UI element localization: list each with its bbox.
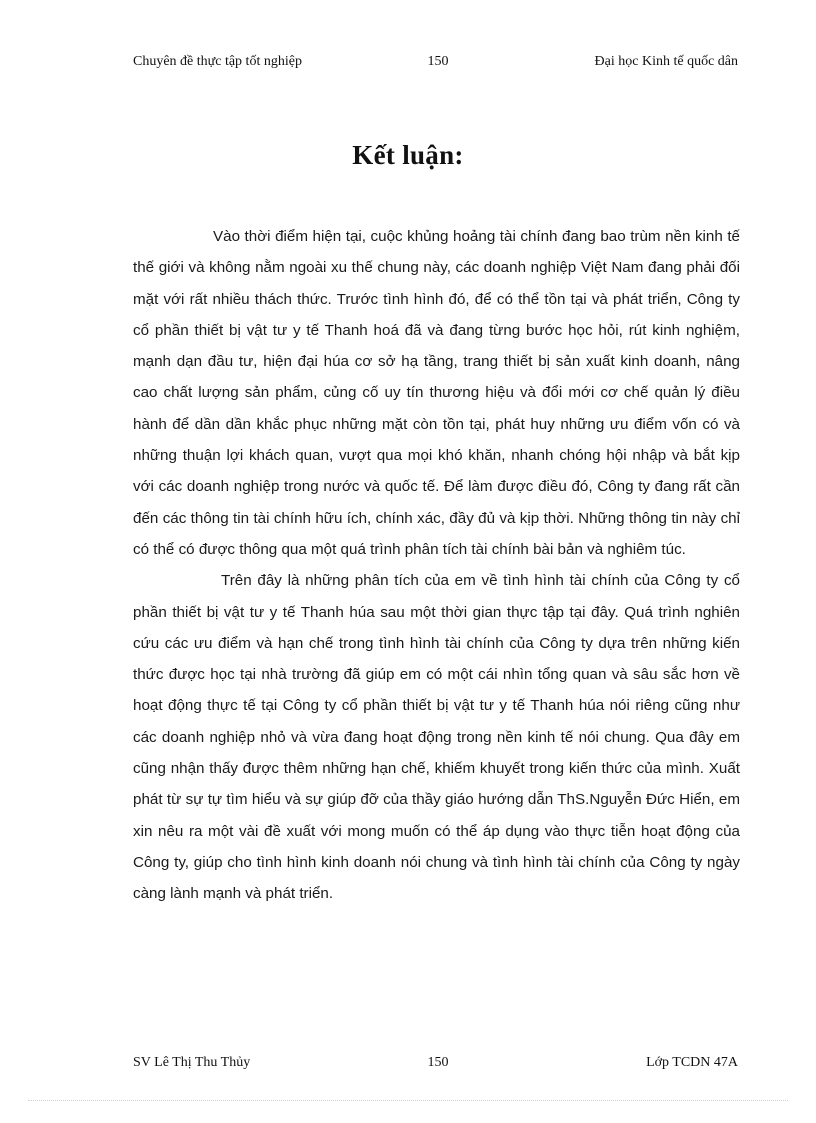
paragraph-2: Trên đây là những phân tích của em về tình hình tài chính của Công ty cổ phần thiết bị vật tư y tế Thanh húa sau một thời gian thực tập tại đây. Quá trình nghiên cứu các ưu điểm và hạn chế trong tình hình tài chính của Công ty dựa trên những kiến thức được học tại nhà trường đã giúp em có một cái nhìn tổng quan và sâu sắc hơn về hoạt động thực tế tại Công ty cổ phần thiết bị vật tư y tế Thanh húa nói riêng cũng như các doanh nghiệp nhỏ và vừa đang hoạt động trong nền kinh tế nói chung. Qua đây em cũng nhận thấy được thêm những hạn chế, khiếm khuyết trong kiến thức của mình. Xuất phát từ sự tự tìm hiểu và sự giúp đỡ của thầy giáo hướng dẫn ThS.Nguyễn Đức Hiển, em xin nêu ra một vài đề xuất với mong muốn có thể áp dụng vào thực tiễn hoạt động của Công ty, giúp cho tình hình kinh doanh nói chung và tình hình tài chính của Công ty ngày càng lành mạnh và phát triển. — [133, 572, 740, 903]
page-header — [133, 52, 738, 72]
footer-student-name: SV Lê Thị Thu Thủy — [133, 1055, 251, 1070]
page-footer — [133, 1053, 738, 1073]
body-text — [133, 221, 740, 910]
paragraph-1: Vào thời điểm hiện tại, cuộc khủng hoảng tài chính đang bao trùm nền kinh tế thế giới và không nằm ngoài xu thế chung này, các doanh nghiệp Việt Nam đang phải đối mặt với rất nhiều thách thức. Trước tình hình đó, để có thể tồn tại và phát triển, Công ty cổ phần thiết bị vật tư y tế Thanh hoá đã và đang từng bước học hỏi, rút kinh nghiệm, mạnh dạn đầu tư, hiện đại húa cơ sở hạ tầng, trang thiết bị sản xuất kinh doanh, nâng cao chất lượng sản phẩm, củng cố uy tín thương hiệu và đổi mới cơ chế quản lý điều hành để dần dần khắc phục những mặt còn tồn tại, phát huy những ưu điểm vốn có và những thuận lợi khách quan, vượt qua mọi khó khăn, nhanh chóng hội nhập và bắt kịp với các doanh nghiệp trong nước và quốc tế. Để làm được điều đó, Công ty đang rất cần đến các thông tin tài chính hữu ích, chính xác, đầy đủ và kịp thời. Những thông tin này chỉ có thể có được thông qua một quá trình phân tích tài chính bài bản và nghiêm túc. — [133, 228, 740, 558]
footer-page-number: 150 — [427, 1055, 449, 1070]
section-title: Kết luận: — [352, 140, 464, 170]
header-page-number: 150 — [427, 54, 449, 69]
header-course-title: Chuyên đề thực tập tốt nghiệp — [133, 54, 302, 69]
page-bottom-divider — [28, 1100, 788, 1101]
footer-class: Lớp TCDN 47A — [646, 1055, 738, 1070]
header-university: Đại học Kinh tế quốc dân — [594, 54, 738, 69]
